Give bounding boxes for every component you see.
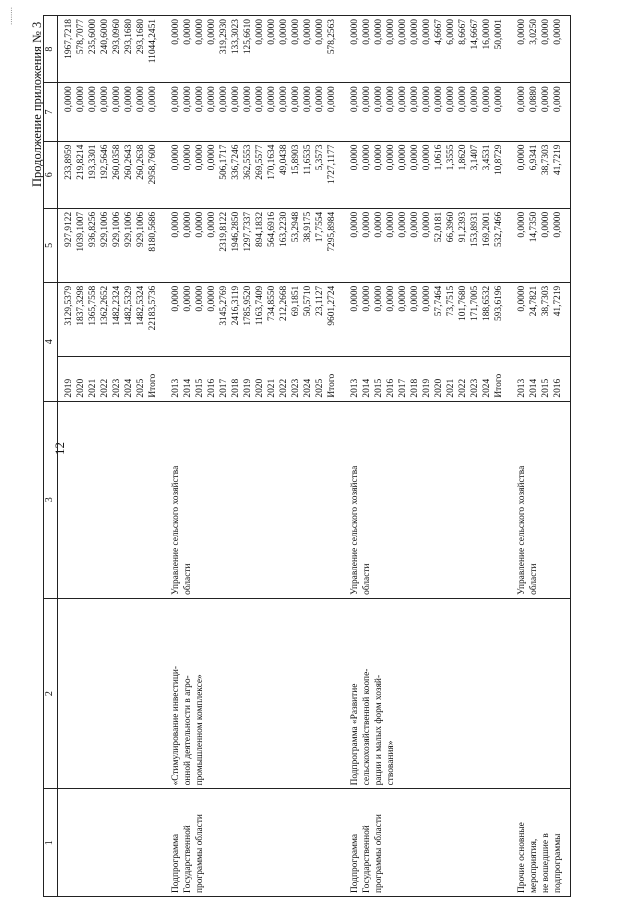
col7-cell-value: 0,0000: [255, 86, 265, 113]
col5-cell-value: 0,0000: [350, 211, 360, 238]
col5-cell: [165, 208, 344, 282]
col7-cell-value: 0,0000: [243, 86, 253, 113]
program-name-cell-text: «Стимулирование инвестици- онной деятельности в агро- промышленном комплексе»: [171, 665, 205, 786]
col4-cell-value: 57,7464: [434, 285, 444, 317]
col8-cell-value: 293,1680: [124, 19, 134, 55]
col7-cell-value: 0,0000: [446, 86, 456, 113]
col4-cell-value: 1785,9520: [243, 285, 253, 326]
col5-cell-value: 1039,1007: [76, 211, 86, 252]
col8-cell-value: 0,0000: [374, 19, 384, 45]
col6-cell-value: 41,7219: [553, 144, 563, 176]
year-cell-value: 2021: [267, 378, 277, 398]
col5-cell-value: 0,0000: [374, 211, 384, 238]
year-cell-value: 2015: [195, 378, 205, 398]
col6-cell-value: 260,2643: [124, 144, 134, 180]
year-cell-value: 2023: [291, 378, 301, 398]
year-cell-value: 2022: [100, 378, 110, 398]
col6-cell-value: 336,7246: [231, 144, 241, 180]
col4-cell-value: 1482,5329: [124, 285, 134, 326]
col4-cell-value: 101,7680: [458, 285, 468, 321]
col7-cell-value: 0,0000: [183, 86, 193, 113]
year-cell-value: 2019: [64, 378, 74, 398]
col4-cell-value: 1837,3298: [76, 285, 86, 326]
col4-cell-value: 0,0000: [398, 285, 408, 312]
col6-cell-value: 506,1717: [219, 144, 229, 180]
col7-cell-value: 0,0000: [76, 86, 86, 113]
col6-cell-value: 15,8903: [291, 144, 301, 176]
col5-cell-value: 66,3960: [446, 211, 456, 243]
col4-cell-value: 0,0000: [183, 285, 193, 312]
year-cell-value: 2020: [434, 378, 444, 398]
col7-cell-value: 0,0000: [136, 86, 146, 113]
col6-cell: [58, 141, 166, 208]
col5-cell-value: 564,6916: [267, 211, 277, 247]
col6-cell: [344, 141, 511, 208]
year-cell-value: 2024: [124, 378, 134, 398]
col6-cell-value: 233,8959: [64, 144, 74, 180]
col4-cell-value: 0,0000: [386, 285, 396, 312]
col5-cell-value: 0,0000: [362, 211, 372, 238]
col6-cell-value: 260,2638: [136, 144, 146, 180]
col6-cell-value: 0,0000: [362, 144, 372, 171]
col4-cell-value: 0,0000: [362, 285, 372, 312]
col7-cell: [344, 83, 511, 141]
col4-cell-value: 23,1127: [315, 285, 325, 316]
col4-cell-value: 3145,2769: [219, 285, 229, 326]
col6-cell-value: 0,0000: [410, 144, 420, 171]
col4-cell-value: 188,6532: [482, 285, 492, 321]
col5-cell-value: 929,1006: [112, 211, 122, 247]
col4-cell-value: 1482,2324: [112, 285, 122, 326]
col7-cell-value: 0,0000: [88, 86, 98, 113]
year-cell-value: 2021: [446, 378, 456, 398]
executor-cell-text: Управление сельского хозяйства области: [171, 465, 193, 595]
corner-mark: ........: [4, 7, 14, 25]
col6-cell-value: 1727,1177: [327, 144, 337, 185]
col8-cell-value: 11044,2451: [148, 19, 158, 64]
col8-cell-value: 0,0000: [207, 19, 217, 45]
col7-cell: [511, 83, 571, 141]
col6-cell-value: 0,0000: [398, 144, 408, 171]
program-type-cell-text: Прочие основные мероприятия, не вошедшие в подпрограммы: [517, 822, 563, 893]
col6-cell-value: 0,0000: [183, 144, 193, 171]
year-cell-value: 2017: [219, 378, 229, 398]
col7-cell-value: 0,0000: [470, 86, 480, 113]
col7-cell-value: 0,0000: [434, 86, 444, 113]
col7-cell-value: 0,0000: [291, 86, 301, 113]
col7-cell-value: 0,0000: [398, 86, 408, 113]
executor-cell: [344, 401, 511, 598]
col5-cell-value: 163,2230: [279, 211, 289, 247]
col8-cell-value: 0,0000: [517, 19, 527, 45]
col4-cell-value: 0,0000: [350, 285, 360, 312]
year-cell-value: 2014: [529, 378, 539, 398]
year-cell: [165, 356, 344, 401]
col8-cell-value: 0,0000: [183, 19, 193, 45]
col6-cell-value: 269,5577: [255, 144, 265, 180]
col7-cell-value: 0,0000: [362, 86, 372, 113]
column-header: 1: [44, 789, 58, 897]
year-cell-value: 2020: [255, 378, 265, 398]
col8-cell-value: 319,2930: [219, 19, 229, 55]
col6-cell-value: 362,5553: [243, 144, 253, 180]
col4-cell-value: 0,0000: [422, 285, 432, 312]
year-cell-value: 2015: [541, 378, 551, 398]
budget-table: [43, 15, 571, 897]
col7-cell-value: 0,0000: [422, 86, 432, 113]
col6-cell-value: 193,3301: [88, 144, 98, 180]
program-type-cell: [511, 789, 571, 897]
col7-cell-value: 0,0000: [553, 86, 563, 113]
year-cell-value: 2022: [458, 378, 468, 398]
column-header: 8: [44, 16, 58, 83]
col7-cell: [58, 83, 166, 141]
col4-cell-value: 0,0000: [207, 285, 217, 312]
col4-cell-value: 50,5710: [303, 285, 313, 317]
col8-cell-value: 0,0000: [553, 19, 563, 45]
col4-cell-value: 1362,2652: [100, 285, 110, 326]
col5-cell-value: 0,0000: [398, 211, 408, 238]
col6-cell-value: 0,0000: [195, 144, 205, 171]
table-row: [58, 16, 166, 897]
col4-cell-value: 593,6196: [494, 285, 504, 321]
col5-cell-value: 0,0000: [171, 211, 181, 238]
col4-cell-value: 0,0000: [517, 285, 527, 312]
col5-cell: [344, 208, 511, 282]
continuation-title: Продолжение приложения № 3: [30, 21, 44, 187]
col7-cell-value: 0,0000: [219, 86, 229, 113]
program-name-cell: [165, 598, 344, 789]
year-cell-value: 2013: [171, 378, 181, 398]
col8-cell-value: 125,6610: [243, 19, 253, 55]
year-cell-value: 2025: [136, 378, 146, 398]
col6-cell-value: 2958,7600: [148, 144, 158, 185]
year-cell: [58, 356, 166, 401]
col5-cell-value: 929,1006: [124, 211, 134, 247]
col5-cell-value: 0,0000: [410, 211, 420, 238]
col4-cell-value: 171,7005: [470, 285, 480, 321]
col8-cell: [344, 16, 511, 83]
column-header: 6: [44, 141, 58, 208]
col7-cell-value: 0,0000: [410, 86, 420, 113]
year-cell-value: 2015: [374, 378, 384, 398]
col8-cell-value: 4,6667: [434, 19, 444, 45]
col4-cell: [58, 282, 166, 356]
col7-cell-value: 0,0000: [267, 86, 277, 113]
year-cell-value: Итого: [327, 373, 337, 398]
year-cell: [511, 356, 571, 401]
col6-cell-value: 1,0616: [434, 144, 444, 171]
executor-cell: [165, 401, 344, 598]
column-header: 3: [44, 401, 58, 598]
col5-cell-value: 91,2393: [458, 211, 468, 243]
col5-cell-value: 0,0000: [195, 211, 205, 238]
col7-cell-value: 0,0000: [64, 86, 74, 113]
col4-cell-value: 69,1851: [291, 285, 301, 317]
col4-cell-value: 0,0000: [171, 285, 181, 312]
col7-cell-value: 0,0000: [231, 86, 241, 113]
col8-cell-value: 0,0000: [410, 19, 420, 45]
col4-cell-value: 22183,5736: [148, 285, 158, 331]
column-header-row: [44, 16, 58, 897]
col4-cell-value: 73,7515: [446, 285, 456, 317]
program-type-cell: [58, 789, 166, 897]
col7-cell-value: 0,0000: [458, 86, 468, 113]
col6-cell-value: 260,0358: [112, 144, 122, 180]
col8-cell-value: 293,0960: [112, 19, 122, 55]
col8-cell-value: 0,0000: [291, 19, 301, 45]
col7-cell-value: 0,0000: [112, 86, 122, 113]
year-cell-value: 2014: [183, 378, 193, 398]
col8-cell-value: 235,6000: [88, 19, 98, 55]
col6-cell-value: 0,0000: [207, 144, 217, 171]
year-cell-value: Итого: [148, 373, 158, 398]
col4-cell-value: 0,0000: [195, 285, 205, 312]
col8-cell-value: 133,3023: [231, 19, 241, 55]
col6-cell-value: 0,0000: [517, 144, 527, 171]
col7-cell-value: 0,0000: [541, 86, 551, 113]
col5-cell-value: 532,7466: [494, 211, 504, 247]
col5-cell-value: 17,7554: [315, 211, 325, 243]
col5-cell-value: 8180,5686: [148, 211, 158, 252]
table-row: [344, 16, 511, 897]
year-cell-value: 2016: [553, 378, 563, 398]
col7-cell-value: 0,0000: [279, 86, 289, 113]
col5-cell-value: 0,0000: [207, 211, 217, 238]
program-name-cell-text: Подпрограмма «Развитие сельскохозяйственной коопе- рации и малых форм хозяй- ствования»: [350, 668, 396, 786]
col4-cell-value: 734,8550: [267, 285, 277, 321]
col6-cell-value: 170,1634: [267, 144, 277, 180]
col4-cell-value: 1163,7409: [255, 285, 265, 326]
col8-cell-value: 0,0000: [255, 19, 265, 45]
table-row: [165, 16, 344, 897]
executor-cell: [511, 401, 571, 598]
col7-cell-value: 0,0000: [494, 86, 504, 113]
col4-cell-value: 24,7821: [529, 285, 539, 317]
year-cell-value: 2024: [482, 378, 492, 398]
col6-cell-value: 6,9341: [529, 144, 539, 171]
col4-cell-value: 9601,2724: [327, 285, 337, 326]
col6-cell-value: 3,4531: [482, 144, 492, 171]
col5-cell-value: 0,0000: [183, 211, 193, 238]
col4-cell-value: 1365,7558: [88, 285, 98, 326]
column-header: 2: [44, 598, 58, 789]
col5-cell-value: 153,8931: [470, 211, 480, 247]
col6-cell-value: 38,7303: [541, 144, 551, 176]
year-cell-value: 2019: [243, 378, 253, 398]
executor-cell-text: Управление сельского хозяйства области: [517, 465, 539, 595]
year-cell-value: 2018: [231, 378, 241, 398]
col5-cell-value: 53,2948: [291, 211, 301, 243]
col8-cell: [58, 16, 166, 83]
year-cell-value: 2022: [279, 378, 289, 398]
col7-cell-value: 0,0000: [482, 86, 492, 113]
year-cell: [344, 356, 511, 401]
program-type-cell-text: Подпрограмма Государственной программы области: [350, 814, 384, 893]
col6-cell: [511, 141, 571, 208]
col8-cell-value: 0,0000: [422, 19, 432, 45]
col8-cell-value: 240,6000: [100, 19, 110, 55]
year-cell-value: 2024: [303, 378, 313, 398]
col6-cell-value: 3,1407: [470, 144, 480, 171]
col8-cell-value: 0,0000: [195, 19, 205, 45]
col6-cell-value: 192,5646: [100, 144, 110, 180]
col6-cell-value: 5,3573: [315, 144, 325, 171]
col6-cell-value: 11,6535: [303, 144, 313, 175]
year-cell-value: 2023: [470, 378, 480, 398]
col8-cell-value: 0,0000: [350, 19, 360, 45]
program-type-cell: [165, 789, 344, 897]
col5-cell-value: 0,0000: [517, 211, 527, 238]
year-cell-value: 2017: [398, 378, 408, 398]
year-cell-value: 2019: [422, 378, 432, 398]
col7-cell-value: 0,0000: [195, 86, 205, 113]
col8-cell-value: 16,0000: [482, 19, 492, 50]
col5-cell-value: 14,7350: [529, 211, 539, 243]
col7-cell-value: 0,0000: [315, 86, 325, 113]
col6-cell-value: 219,8214: [76, 144, 86, 180]
col7-cell-value: 0,0000: [148, 86, 158, 113]
col8-cell-value: 3,0250: [529, 19, 539, 45]
col7-cell-value: 0,0000: [386, 86, 396, 113]
col8-cell-value: 578,2563: [327, 19, 337, 55]
col6-cell-value: 1,3555: [446, 144, 456, 171]
year-cell-value: Итого: [494, 373, 504, 398]
col8-cell-value: 6,0000: [446, 19, 456, 45]
col5-cell-value: 0,0000: [553, 211, 563, 238]
col6-cell-value: 0,0000: [374, 144, 384, 171]
col6-cell-value: 49,0438: [279, 144, 289, 176]
program-type-cell-text: Подпрограмма Государственной программы области: [171, 814, 205, 893]
col8-cell-value: 14,6667: [470, 19, 480, 50]
col4-cell-value: 3129,5379: [64, 285, 74, 326]
table-row: [511, 16, 571, 897]
year-cell-value: 2016: [207, 378, 217, 398]
col4-cell-value: 2416,3119: [231, 285, 241, 326]
col8-cell: [165, 16, 344, 83]
col7-cell-value: 0,0000: [100, 86, 110, 113]
col8-cell-value: 50,0001: [494, 19, 504, 50]
col5-cell-value: 936,8256: [88, 211, 98, 247]
col6-cell-value: 0,0000: [350, 144, 360, 171]
col8-cell-value: 0,0000: [303, 19, 313, 45]
col4-cell: [165, 282, 344, 356]
year-cell-value: 2013: [517, 378, 527, 398]
col7-cell-value: 0,0000: [171, 86, 181, 113]
year-cell-value: 2021: [88, 378, 98, 398]
col4-cell-value: 41,7219: [553, 285, 563, 317]
program-name-cell: [58, 598, 166, 789]
col5-cell: [58, 208, 166, 282]
col5-cell-value: 1946,2850: [231, 211, 241, 252]
col7-cell-value: 0,0000: [327, 86, 337, 113]
executor-cell-text: Управление сельского хозяйства области: [350, 465, 372, 595]
col5-cell-value: 894,1832: [255, 211, 265, 247]
program-type-cell: [344, 789, 511, 897]
year-cell-value: 2018: [410, 378, 420, 398]
year-cell-value: 2013: [350, 378, 360, 398]
col4-cell: [511, 282, 571, 356]
col6-cell-value: 1,8620: [458, 144, 468, 171]
col4-cell-value: 38,7303: [541, 285, 551, 317]
col8-cell-value: 0,0000: [267, 19, 277, 45]
col6-cell-value: 0,0000: [171, 144, 181, 171]
col6-cell-value: 10,8729: [494, 144, 504, 176]
year-cell-value: 2014: [362, 378, 372, 398]
col5-cell-value: 169,2001: [482, 211, 492, 247]
col8-cell-value: 0,0000: [315, 19, 325, 45]
year-cell-value: 2025: [315, 378, 325, 398]
col8-cell-value: 293,1680: [136, 19, 146, 55]
col8-cell-value: 578,7077: [76, 19, 86, 55]
col8-cell-value: 0,0000: [279, 19, 289, 45]
page-number: 12: [52, 442, 67, 455]
program-name-cell: [511, 598, 571, 789]
year-cell-value: 2023: [112, 378, 122, 398]
col5-cell: [511, 208, 571, 282]
col6-cell-value: 0,0000: [386, 144, 396, 171]
col7-cell-value: 0,0000: [303, 86, 313, 113]
col7-cell-value: 0,0000: [207, 86, 217, 113]
col8-cell-value: 0,0000: [398, 19, 408, 45]
col5-cell-value: 2319,8122: [219, 211, 229, 252]
executor-cell: [58, 401, 166, 598]
col5-cell-value: 0,0000: [386, 211, 396, 238]
col8-cell-value: 0,0000: [386, 19, 396, 45]
column-header: 7: [44, 83, 58, 141]
column-header: 5: [44, 208, 58, 282]
col4-cell-value: 1482,5324: [136, 285, 146, 326]
col5-cell-value: 929,1006: [136, 211, 146, 247]
col6-cell: [165, 141, 344, 208]
col7-cell-value: 0,0000: [350, 86, 360, 113]
col5-cell-value: 52,0181: [434, 211, 444, 243]
col5-cell-value: 1297,7337: [243, 211, 253, 252]
year-cell-value: 2016: [386, 378, 396, 398]
col4-cell-value: 0,0000: [410, 285, 420, 312]
col5-cell-value: 929,1006: [100, 211, 110, 247]
col7-cell-value: 0,0000: [517, 86, 527, 113]
col5-cell-value: 0,0000: [541, 211, 551, 238]
col4-cell: [344, 282, 511, 356]
col7-cell-value: 0,0880: [529, 86, 539, 113]
col8-cell-value: 0,0000: [171, 19, 181, 45]
col4-cell-value: 0,0000: [374, 285, 384, 312]
column-header: 4: [44, 282, 58, 401]
col8-cell-value: 0,0000: [541, 19, 551, 45]
col7-cell: [165, 83, 344, 141]
col8-cell: [511, 16, 571, 83]
col6-cell-value: 0,0000: [422, 144, 432, 171]
col5-cell-value: 0,0000: [422, 211, 432, 238]
year-cell-value: 2020: [76, 378, 86, 398]
col7-cell-value: 0,0000: [374, 86, 384, 113]
col8-cell-value: 0,0000: [362, 19, 372, 45]
col8-cell-value: 1967,7218: [64, 19, 74, 59]
program-name-cell: [344, 598, 511, 789]
col5-cell-value: 38,9175: [303, 211, 313, 243]
col4-cell-value: 212,2668: [279, 285, 289, 321]
col8-cell-value: 8,6667: [458, 19, 468, 45]
col5-cell-value: 927,9122: [64, 211, 74, 247]
col7-cell-value: 0,0000: [124, 86, 134, 113]
col5-cell-value: 7295,8984: [327, 211, 337, 252]
